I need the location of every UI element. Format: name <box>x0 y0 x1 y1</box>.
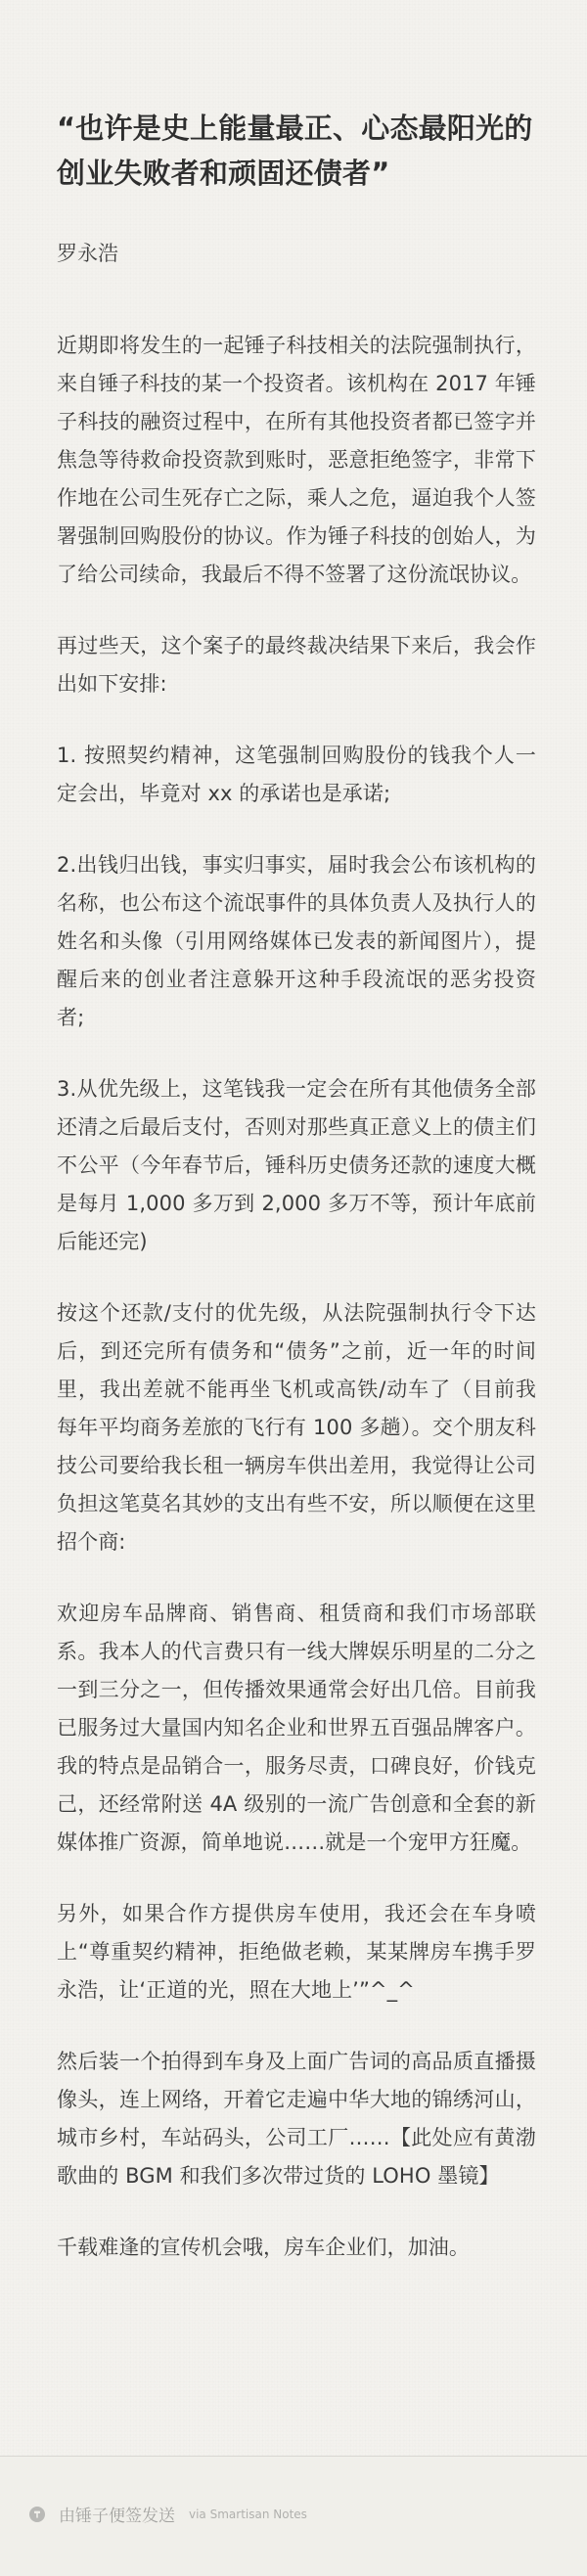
footer-signature <box>29 2502 307 2526</box>
footer-sent-by: 由锤子便签发送 <box>59 2507 175 2526</box>
paragraph-6: 按这个还款/支付的优先级，从法院强制执行令下达后，到还完所有债务和“债务”之前，近一年的时间里，我出差就不能再坐飞机或高铁/动车了（目前我每年平均商务差旅的飞行有 100 多趟）。交个朋友科技公司要给我长租一辆房车供出差用，我觉得让公司负担这笔莫名其妙的支出有些不安，所以顺便在这里招个商: <box>57 1301 536 1554</box>
paragraph-9: 然后装一个拍得到车身及上面广告词的高品质直播摄像头，连上网络，开着它走遍中华大地的锦绣河山，城市乡村，车站码头，公司工厂……【此处应有黄渤歌曲的 BGM 和我们多次带过货的 LOHO 墨镜】 <box>57 2050 536 2188</box>
paragraph-3: 1. 按照契约精神，这笔强制回购股份的钱我个人一定会出，毕竟对 xx 的承诺也是承诺; <box>57 744 536 805</box>
paragraph-8: 另外，如果合作方提供房车使用，我还会在车身喷上“尊重契约精神，拒绝做老赖，某某牌房车携手罗永浩，让‘正道的光，照在大地上’”^_^ <box>57 1902 536 2002</box>
paragraph-5: 3.从优先级上，这笔钱我一定会在所有其他债务全部还清之后最后支付，否则对那些真正意义上的债主们不公平（今年春节后，锤科历史债务还款的速度大概是每月 1,000 多万到 2,000 多万不等，预计年底前后能还完) <box>57 1077 536 1253</box>
paragraph-4: 2.出钱归出钱，事实归事实，届时我会公布该机构的名称，也公布这个流氓事件的具体负责人及执行人的姓名和头像（引用网络媒体已发表的新闻图片），提醒后来的创业者注意躲开这种手段流氓的恶劣投资者; <box>57 853 536 1029</box>
paragraph-10: 千载难逢的宣传机会哦，房车企业们，加油。 <box>57 2236 470 2259</box>
note-body <box>57 106 536 2287</box>
paragraph-7: 欢迎房车品牌商、销售商、租赁商和我们市场部联系。我本人的代言费只有一线大牌娱乐明星的二分之一到三分之一，但传播效果通常会好出几倍。目前我已服务过大量国内知名企业和世界五百强品牌客户。我的特点是品销合一，服务尽责，口碑良好，价钱克己，还经常附送 4A 级别的一流广告创意和全套的新媒体推广资源，简单地说……就是一个宠甲方狂魔。 <box>57 1602 536 1854</box>
paragraph-1: 近期即将发生的一起锤子科技相关的法院强制执行，来自锤子科技的某一个投资者。该机构在 2017 年锤子科技的融资过程中，在所有其他投资者都已签字并焦急等待救命投资款到账时，恶意拒绝签字，非常下作地在公司生死存亡之际，乘人之危，逼迫我个人签署强制回购股份的协议。作为锤子科技的创始人，为了给公司续命，我最后不得不签署了这份流氓协议。 <box>57 334 536 586</box>
note-footer <box>0 2456 587 2576</box>
note-author: 罗永浩 <box>57 242 118 265</box>
paragraph-2: 再过些天，这个案子的最终裁决结果下来后，我会作出如下安排: <box>57 634 536 696</box>
note-title: “也许是史上能量最正、心态最阳光的创业失败者和顽固还债者” <box>57 112 533 190</box>
hammer-icon <box>29 2507 45 2522</box>
footer-via: via Smartisan Notes <box>189 2507 307 2521</box>
